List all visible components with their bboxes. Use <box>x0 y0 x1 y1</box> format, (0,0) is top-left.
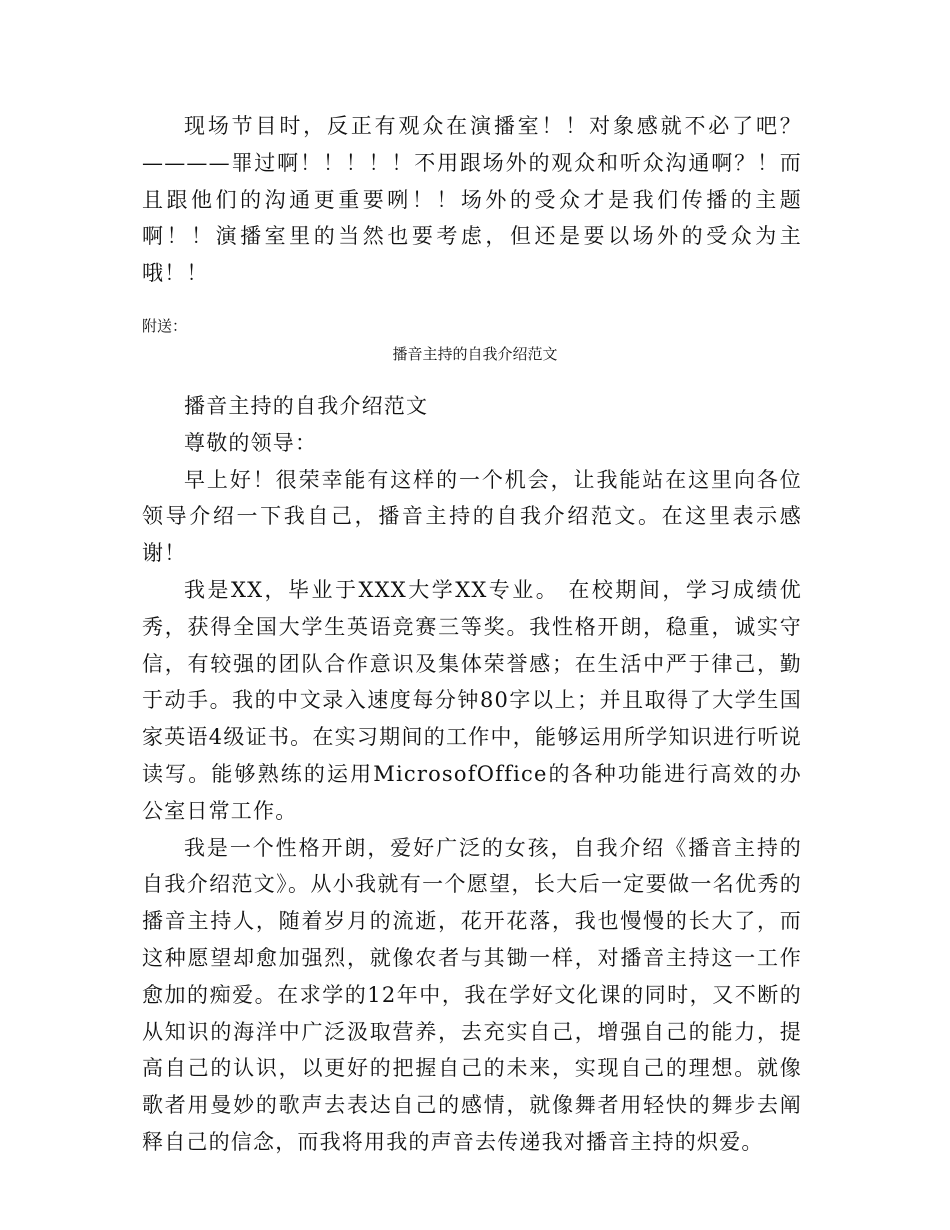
body-paragraph: 我是XX，毕业于XXX大学XX专业。 在校期间，学习成绩优秀，获得全国大学生英语竞赛三等奖。我性格开朗，稳重，诚实守信，有较强的团队合作意识及集体荣誉感；在生活中严于律己，勤于动手。我的中文录入速度每分钟80字以上；并且取得了大学生国家英语4级证书。在实习期间的工作中，能够运用所学知识进行听说读写。能够熟练的运用MicrosofOffice的各种功能进行高效的办公室日常工作。 <box>142 577 802 823</box>
intro-paragraph: 现场节目时，反正有观众在演播室！！对象感就不必了吧？————罪过啊！！！！！不用跟场外的观众和听众沟通啊？！而且跟他们的沟通更重要咧！！场外的受众才是我们传播的主题啊！！演播室里的当然也要考虑，但还是要以场外的受众为主哦！！ <box>142 114 802 286</box>
appendix-label: 附送： <box>142 317 188 335</box>
appendix-title: 播音主持的自我介绍范文 <box>392 345 558 363</box>
intro-section <box>142 108 802 292</box>
salutation: 尊敬的领导： <box>184 430 318 455</box>
body-paragraph: 我是一个性格开朗，爱好广泛的女孩，自我介绍《播音主持的自我介绍范文》。从小我就有一个愿望，长大后一定要做一名优秀的播音主持人，随着岁月的流逝，花开花落，我也慢慢的长大了，而这种愿望却愈加强烈，就像农者与其锄一样，对播音主持这一工作愈加的痴爱。在求学的12年中，我在学好文化课的同时，又不断的从知识的海洋中广泛汲取营养，去充实自己，增强自己的能力，提高自己的认识，以更好的把握自己的未来，实现自己的理想。就像歌者用曼妙的歌声去表达自己的感情，就像舞者用轻快的舞步去阐释自己的信念，而我将用我的声音去传递我对播音主持的炽爱。 <box>142 835 802 1154</box>
body-paragraph: 早上好！很荣幸能有这样的一个机会，让我能站在这里向各位领导介绍一下我自己，播音主持的自我介绍范文。在这里表示感谢！ <box>142 467 802 566</box>
article-body <box>142 388 802 1161</box>
article-heading: 播音主持的自我介绍范文 <box>184 394 429 418</box>
